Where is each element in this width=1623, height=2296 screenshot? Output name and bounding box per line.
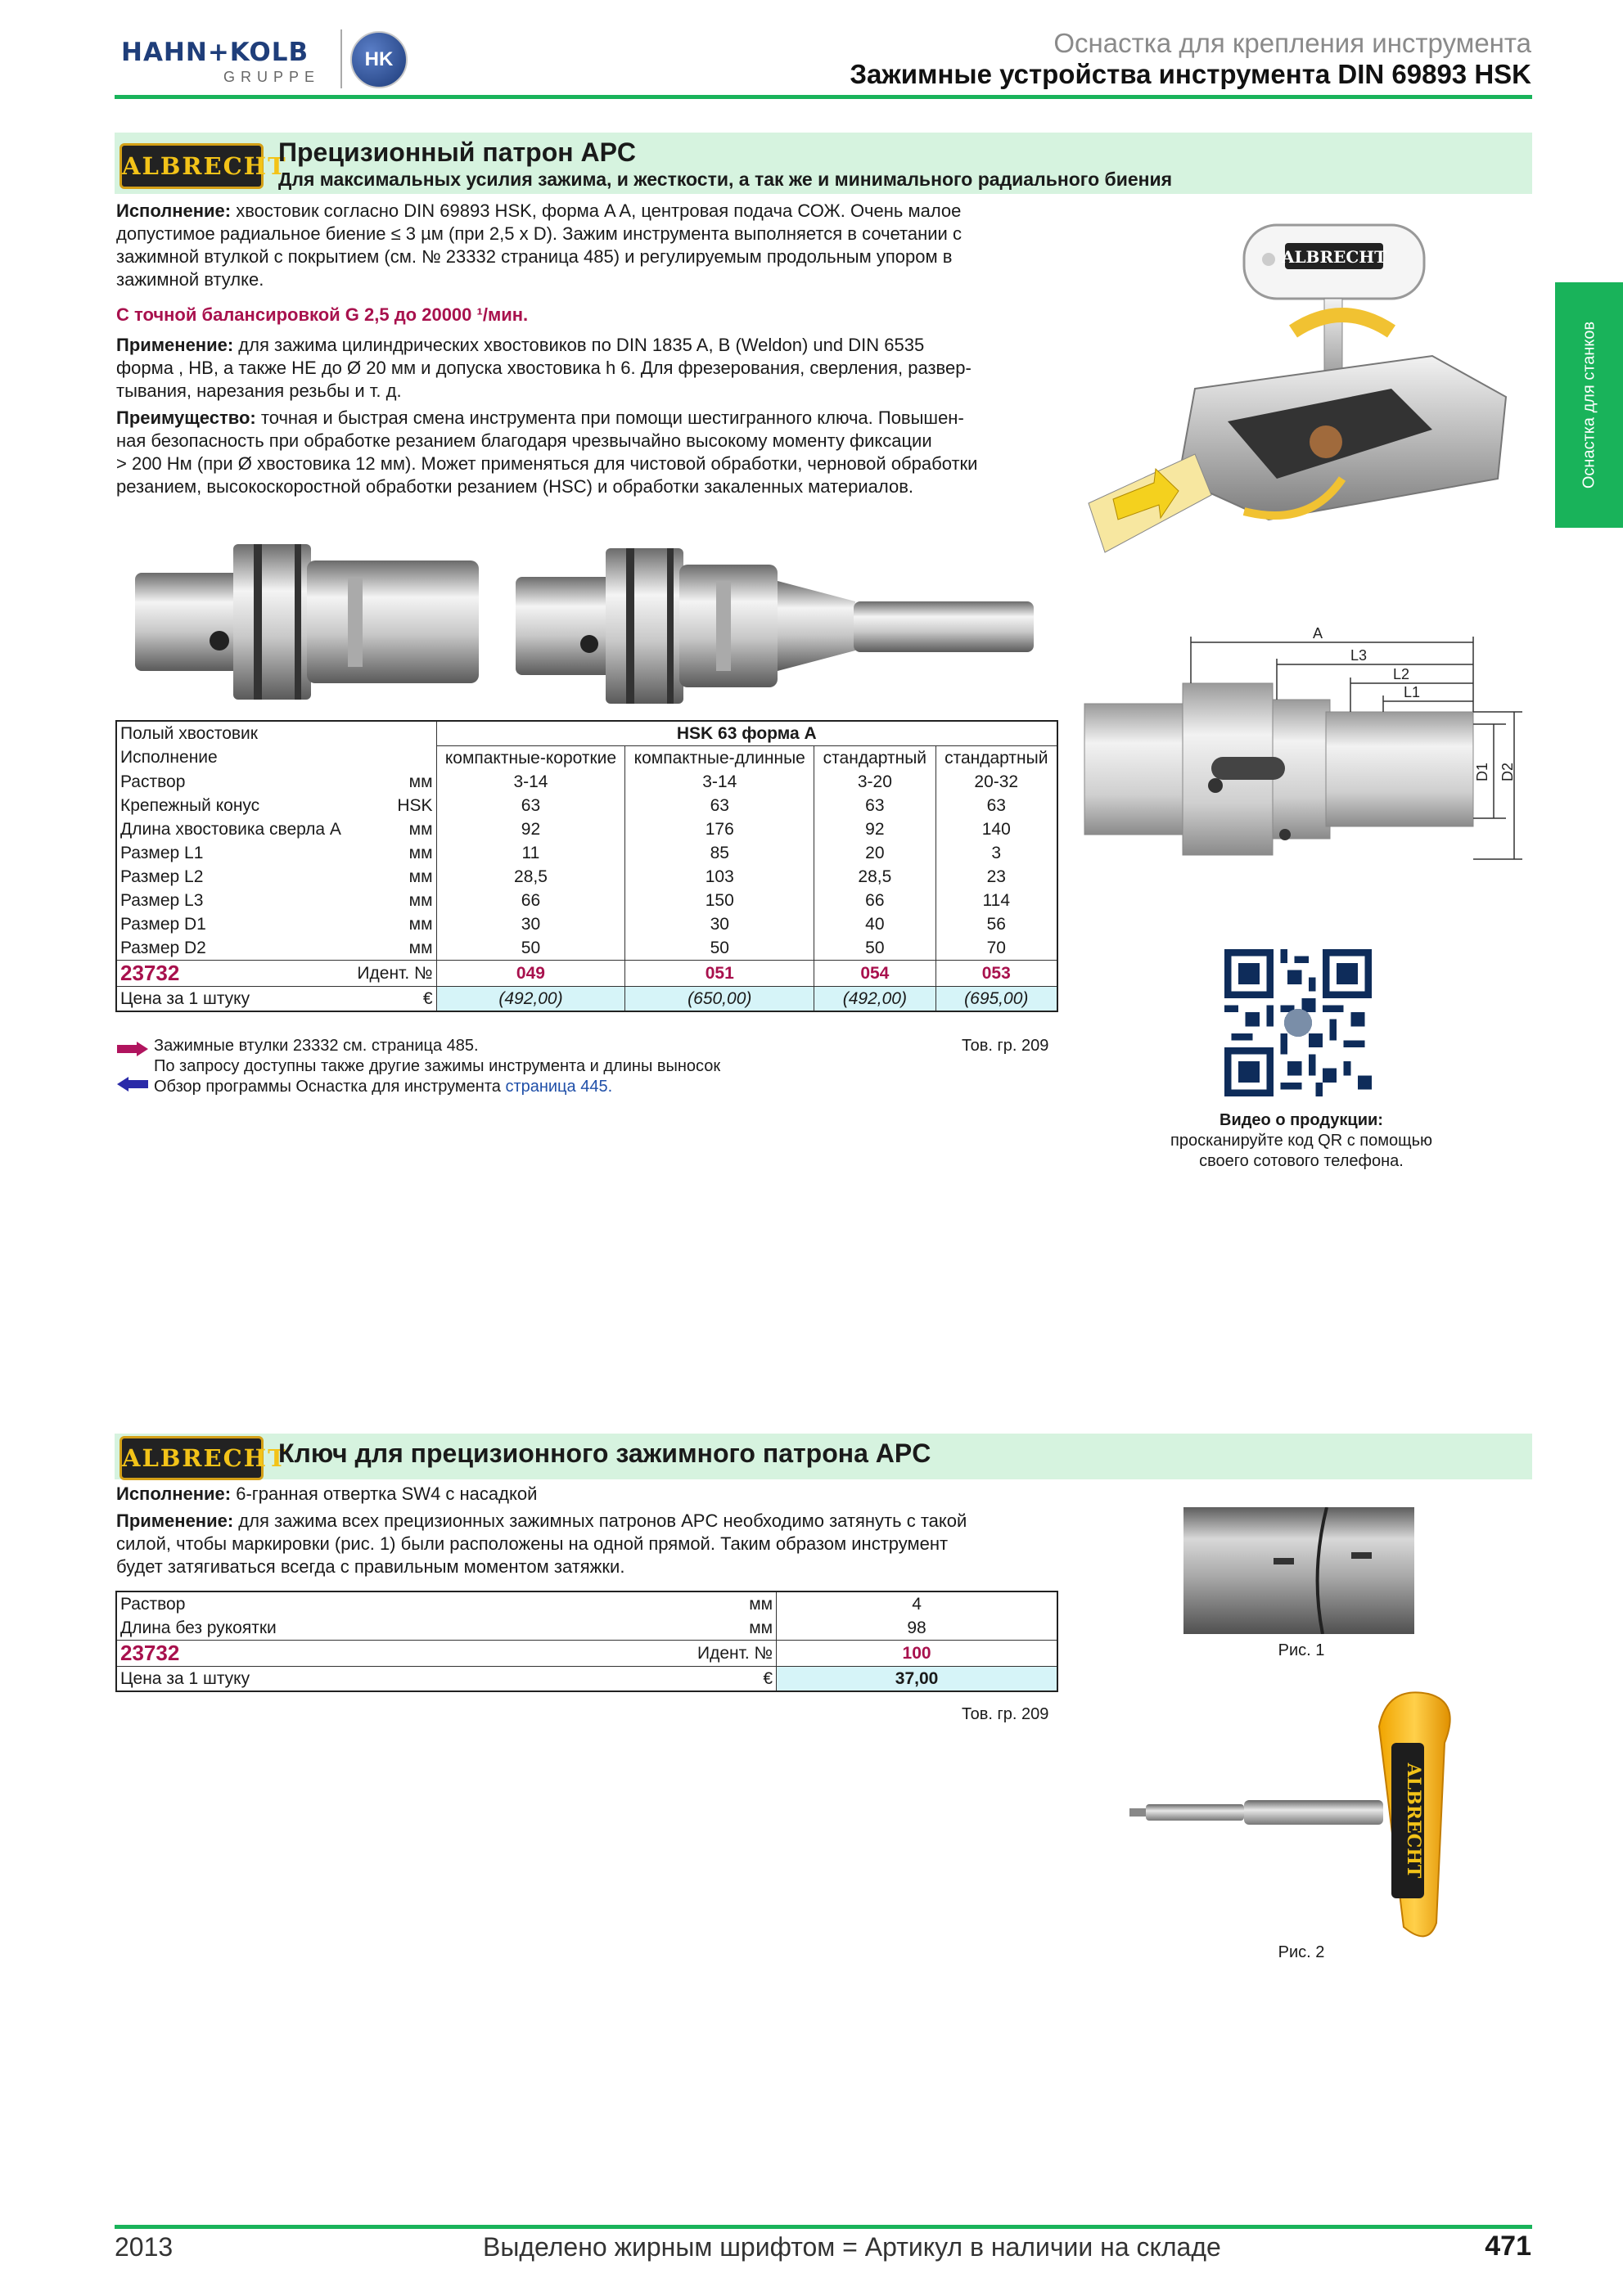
adv-line: ная безопасность при обработке резанием благодаря чрезвычайно высокому моменту фиксации — [116, 430, 932, 451]
section2-application — [116, 1510, 1057, 1578]
exec-line: зажимной втулкой с покрытием (см. № 23332 страница 485) и регулируемым продольным упором в — [116, 246, 953, 267]
row-unit: мм — [408, 843, 433, 862]
table-cell: 50 — [625, 936, 814, 961]
video-line: просканируйте код QR с помощью — [1170, 1132, 1432, 1150]
ident-number[interactable]: 051 — [625, 961, 814, 987]
row-label: Размер L3 — [120, 890, 204, 910]
row-label: Размер L2 — [120, 867, 204, 886]
price-label: Цена за 1 штуку — [120, 988, 250, 1008]
row-unit: мм — [408, 867, 433, 886]
program-page-link[interactable]: страница 445. — [505, 1078, 613, 1096]
dimension-drawing — [1080, 622, 1522, 892]
table-cell: 176 — [625, 817, 814, 841]
row-label: Длина без рукоятки — [120, 1618, 277, 1637]
dim-l2-label: L2 — [1392, 666, 1410, 682]
adv-line: > 200 Нм (при Ø хвостовика 12 мм). Может применяться для чистовой обработки, черновой обработки — [116, 453, 978, 474]
row-label: Крепежный конус — [120, 795, 260, 815]
brand-divider — [340, 29, 342, 88]
dim-d1-label: D1 — [1474, 762, 1490, 781]
row-label: Раствор — [120, 1594, 186, 1614]
ident-number[interactable]: 053 — [935, 961, 1057, 987]
dim-l1-label: L1 — [1403, 684, 1421, 700]
use-line: будет затягиваться всегда с правильным моментом затяжки. — [116, 1556, 625, 1577]
exec-line: допустимое радиальное биение ≤ 3 µм (при 2,5 x D). Зажим инструмента выполняется в сочетании с — [116, 223, 962, 244]
note-other-clamps: По запросу доступны также другие зажимы инструмента и длины выносок — [154, 1057, 721, 1075]
section1-execution — [116, 200, 1057, 291]
albrecht-logo: ALBRECHT — [119, 143, 264, 189]
goods-group: Тов. гр. 209 — [962, 1705, 1049, 1723]
section1-subtitle: Для максимальных усилия зажима, и жесткости, а так же и минимального радиального биения — [278, 169, 1173, 190]
row-unit: мм — [749, 1594, 773, 1614]
header-category: Оснастка для крепления инструмента — [1053, 28, 1531, 58]
price-cell: 37,00 — [777, 1667, 1057, 1692]
section2-title: Ключ для прецизионного зажимного патрона APC — [278, 1438, 931, 1468]
table-cell: 114 — [935, 889, 1057, 912]
table-head-label: Полый хвостовик — [120, 723, 258, 743]
table-head-group: HSK 63 форма A — [436, 721, 1057, 746]
use-line: тывания, нарезания резьбы и т. д. — [116, 380, 402, 401]
table-row — [116, 770, 1057, 794]
qr-code-icon[interactable] — [1224, 949, 1372, 1096]
row-label: Длина хвостовика сверла A — [120, 819, 341, 839]
table-cell: 3-20 — [814, 770, 935, 794]
row-unit: мм — [408, 772, 433, 791]
ident-number[interactable]: 049 — [436, 961, 625, 987]
table-row — [116, 794, 1057, 817]
marking-detail-image — [1183, 1507, 1414, 1634]
row-unit: мм — [408, 819, 433, 839]
table-cell: 23 — [935, 865, 1057, 889]
key-brand-label: ALBRECHT — [1403, 1763, 1424, 1879]
table-row — [116, 817, 1057, 841]
t-key-image — [1129, 1677, 1473, 1947]
spec-table-key — [115, 1591, 1058, 1692]
section1-application — [116, 334, 1057, 403]
table-cell: 3-14 — [625, 770, 814, 794]
row-unit: мм — [408, 890, 433, 910]
table-cell: 28,5 — [436, 865, 625, 889]
row-unit: мм — [408, 914, 433, 934]
note-program-overview — [154, 1077, 612, 1097]
table-row — [116, 721, 1057, 746]
table-cell: 56 — [935, 912, 1057, 936]
ident-number[interactable]: 100 — [777, 1641, 1057, 1667]
row-unit: мм — [749, 1618, 773, 1637]
price-cell: (492,00) — [814, 987, 935, 1012]
table-cell: 66 — [814, 889, 935, 912]
table-row — [116, 912, 1057, 936]
brand-sub: GRUPPE — [223, 69, 321, 85]
table-cell: 92 — [436, 817, 625, 841]
chuck-compact-long-image — [512, 544, 1048, 708]
table-cell: 40 — [814, 912, 935, 936]
table-cell: 63 — [436, 794, 625, 817]
table-row — [116, 841, 1057, 865]
balancing-note: С точной балансировкой G 2,5 до 20000 ¹/мин. — [116, 304, 529, 325]
video-line: своего сотового телефона. — [1199, 1152, 1404, 1170]
table-cell: 70 — [935, 936, 1057, 961]
table-cell: 63 — [625, 794, 814, 817]
table-row — [116, 1616, 1057, 1641]
row-label: Размер L1 — [120, 843, 204, 862]
table-cell: 3 — [935, 841, 1057, 865]
video-title: Видео о продукции: — [1220, 1111, 1383, 1129]
fig2-caption: Рис. 2 — [1278, 1943, 1325, 1961]
section2-execution — [116, 1483, 1057, 1506]
row-unit — [351, 746, 436, 771]
use-line: для зажима всех прецизионных зажимных патронов APC необходимо затянуть с такой — [233, 1510, 967, 1531]
adv-label: Преимущество: — [116, 407, 256, 428]
price-cell: (492,00) — [436, 987, 625, 1012]
exec-line: зажимной втулке. — [116, 269, 264, 290]
table-row — [116, 1667, 1057, 1692]
footer-rule — [115, 2225, 1532, 2229]
table-cell: 50 — [814, 936, 935, 961]
table-cell: компактные-длинные — [625, 746, 814, 771]
page-title: Зажимные устройства инструмента DIN 69893 HSK — [850, 59, 1531, 89]
adv-line: точная и быстрая смена инструмента при помощи шестигранного ключа. Повышен- — [255, 407, 964, 428]
currency-symbol: € — [763, 1668, 773, 1688]
table-cell: 140 — [935, 817, 1057, 841]
use-label: Применение: — [116, 335, 234, 355]
table-row — [116, 746, 1057, 771]
row-label: Раствор — [120, 772, 186, 791]
table-cell: 20-32 — [935, 770, 1057, 794]
side-tab[interactable] — [1555, 282, 1623, 528]
use-label: Применение: — [116, 1510, 234, 1531]
footer-year: 2013 — [115, 2232, 174, 2262]
tool-brand-label: ALBRECHT — [1281, 247, 1387, 267]
table-cell: стандартный — [814, 746, 935, 771]
chuck-compact-short-image — [131, 536, 491, 708]
table-cell: 92 — [814, 817, 935, 841]
header-rule — [115, 95, 1532, 99]
chuck-cutaway-image — [1080, 209, 1522, 593]
table-cell: 63 — [814, 794, 935, 817]
table-row — [116, 1641, 1057, 1667]
table-cell: 85 — [625, 841, 814, 865]
dim-d2-label: D2 — [1499, 762, 1516, 781]
table-row — [116, 961, 1057, 987]
table-row — [116, 936, 1057, 961]
price-label: Цена за 1 штуку — [120, 1668, 250, 1688]
dim-a-label: A — [1312, 625, 1323, 642]
currency-symbol: € — [422, 988, 433, 1008]
ident-label: Идент. № — [357, 963, 433, 983]
note-text: Обзор программы Оснастка для инструмента — [154, 1078, 506, 1096]
row-label: Размер D2 — [120, 938, 206, 957]
brand-logo — [121, 23, 416, 92]
table-cell: 103 — [625, 865, 814, 889]
table-cell: 150 — [625, 889, 814, 912]
adv-line: резанием, высокоскоростной обработки резанием (HSC) и обработки закаленных материалов. — [116, 476, 914, 497]
table-cell: 28,5 — [814, 865, 935, 889]
table-cell: 63 — [935, 794, 1057, 817]
table-cell: 66 — [436, 889, 625, 912]
table-cell: 98 — [777, 1616, 1057, 1641]
side-tab-label: Оснастка для станков — [1580, 321, 1598, 489]
brand-badge: HK — [350, 31, 408, 88]
table-cell: 11 — [436, 841, 625, 865]
price-cell: (695,00) — [935, 987, 1057, 1012]
row-unit: HSK — [397, 795, 433, 815]
table-cell: 4 — [777, 1591, 1057, 1616]
row-unit: мм — [408, 938, 433, 957]
exec-label: Исполнение: — [116, 1483, 232, 1504]
dim-l3-label: L3 — [1350, 647, 1368, 664]
goods-group: Тов. гр. 209 — [962, 1037, 1049, 1055]
row-label: Исполнение — [120, 748, 218, 768]
table-cell: компактные-короткие — [436, 746, 625, 771]
table-row — [116, 1591, 1057, 1616]
footer-note: Выделено жирным шрифтом = Артикул в наличии на складе — [483, 2232, 1221, 2262]
use-line: силой, чтобы маркировки (рис. 1) были расположены на одной прямой. Таким образом инструмент — [116, 1533, 949, 1554]
brand-name: HAHN+KOLB — [121, 38, 309, 67]
page-number: 471 — [1485, 2231, 1531, 2262]
table-cell: стандартный — [935, 746, 1057, 771]
note-clamping-sleeves: Зажимные втулки 23332 см. страница 485. — [154, 1037, 479, 1055]
section1-title: Прецизионный патрон APC — [278, 137, 637, 167]
table-cell: 50 — [436, 936, 625, 961]
table-cell: 30 — [625, 912, 814, 936]
row-label: Размер D1 — [120, 914, 206, 934]
section1-advantage — [116, 407, 1057, 498]
table-cell: 20 — [814, 841, 935, 865]
article-number[interactable]: 23732 — [120, 961, 180, 985]
exec-label: Исполнение: — [116, 200, 232, 221]
table-row — [116, 865, 1057, 889]
fig1-caption: Рис. 1 — [1278, 1641, 1325, 1659]
article-number[interactable]: 23732 — [120, 1641, 180, 1665]
table-cell: 30 — [436, 912, 625, 936]
table-cell: 3-14 — [436, 770, 625, 794]
price-cell: (650,00) — [625, 987, 814, 1012]
table-row — [116, 889, 1057, 912]
exec-text: 6-гранная отвертка SW4 с насадкой — [231, 1483, 538, 1504]
table-row — [116, 987, 1057, 1012]
ident-number[interactable]: 054 — [814, 961, 935, 987]
use-line: для зажима цилиндрических хвостовиков по DIN 1835 A, B (Weldon) und DIN 6535 — [233, 335, 925, 355]
spec-table-apc — [115, 720, 1058, 1012]
exec-line: хвостовик согласно DIN 69893 HSK, форма A A, центровая подача СОЖ. Очень малое — [231, 200, 962, 221]
ident-label: Идент. № — [697, 1643, 773, 1663]
albrecht-logo: ALBRECHT — [119, 1436, 264, 1480]
use-line: форма , HB, а также HE до Ø 20 мм и допуска хвостовика h 6. Для фрезерования, сверления, развер- — [116, 358, 972, 378]
